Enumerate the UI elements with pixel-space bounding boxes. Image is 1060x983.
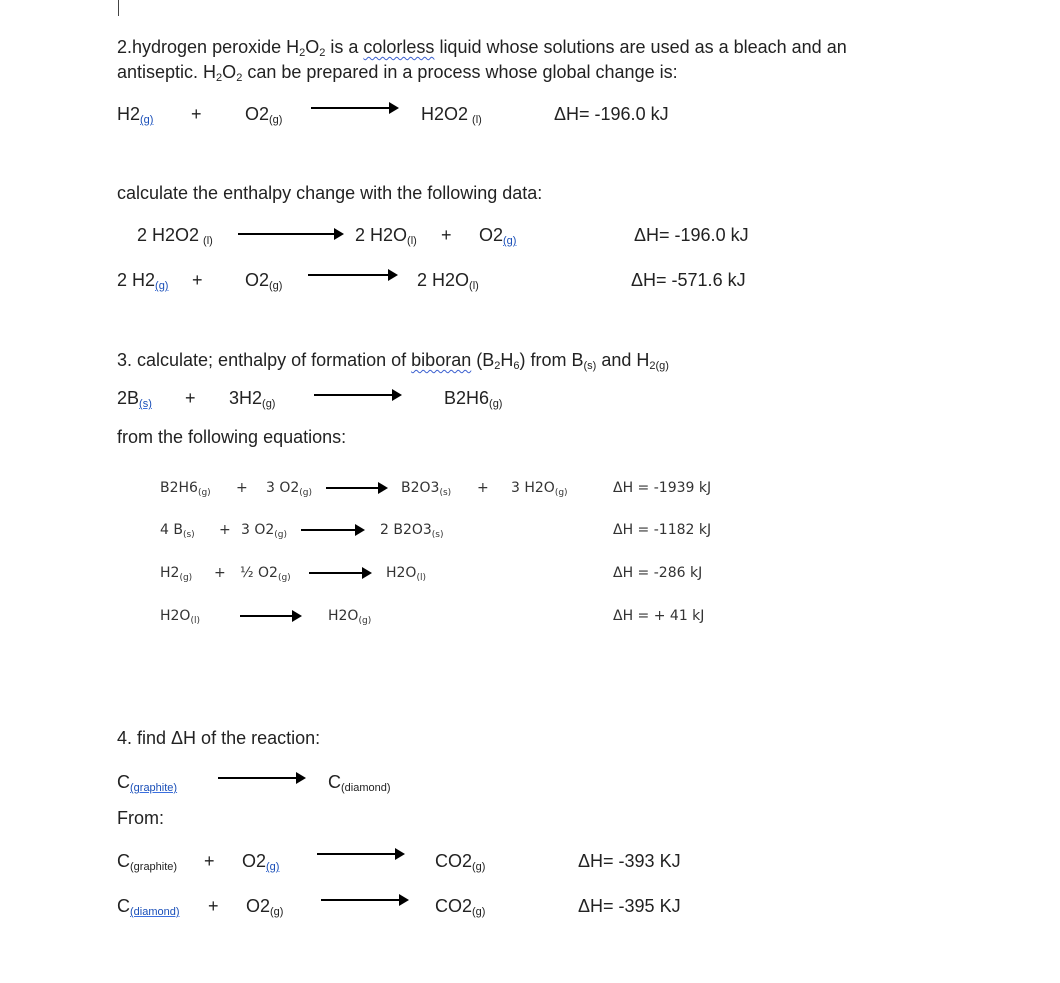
q4-eq2-enthalpy: ΔH= -395 KJ [578, 896, 681, 916]
q4-title: 4. find ΔH of the reaction: [117, 728, 321, 748]
q2-text: can be prepared in a process whose global change is: [242, 62, 678, 82]
reaction-arrow [309, 566, 372, 580]
q2-eq2-reactant-2: O2(g) [245, 270, 283, 292]
q2-text: is a [325, 37, 364, 57]
q4-eq1-reactant-1: C(graphite) [117, 851, 178, 873]
q2-instruction: calculate the enthalpy change with the following data: [117, 183, 543, 203]
plus-sign: + [477, 480, 489, 496]
reaction-arrow [311, 101, 399, 115]
q3-eq1-product-2: 3 $H2O_{(g)}$ [511, 480, 568, 498]
spellcheck-word[interactable]: colorless [363, 37, 435, 57]
spellcheck-word[interactable]: biboran [411, 350, 472, 370]
reaction-arrow [238, 227, 344, 241]
reaction-arrow [317, 847, 405, 861]
q3-eq4-reactant: $H2O_{(l)}$ [160, 608, 200, 626]
reaction-arrow [240, 609, 302, 623]
q2-global-reactant-2: O2(g) [245, 104, 283, 126]
q2-text: 2.hydrogen peroxide H [117, 37, 300, 57]
q2-line-1 [117, 36, 847, 61]
plus-sign: + [208, 896, 219, 916]
plus-sign: + [192, 270, 203, 290]
q4-from-label: From: [117, 808, 164, 828]
plus-sign: + [236, 480, 248, 496]
plus-sign: + [441, 225, 452, 245]
q4-eq2-reactant-2: O2(g) [246, 896, 284, 918]
plus-sign: + [204, 851, 215, 871]
q2-text: O [222, 62, 237, 82]
q3-target-reactant-2: 3H2(g) [229, 388, 276, 410]
plus-sign: + [214, 565, 226, 581]
q3-eq1-reactant-2: 3 $O2_{(g)}$ [266, 480, 313, 498]
reaction-arrow [301, 523, 365, 537]
q4-target-product: C(diamond) [328, 772, 391, 794]
q3-eq2-reactant-2: 3 $O2_{(g)}$ [241, 522, 288, 540]
q3-eq4-enthalpy: ΔH = + 41 kJ [613, 608, 705, 624]
q3-eq1-enthalpy: ΔH = -1939 kJ [613, 480, 712, 496]
plus-sign: + [185, 388, 196, 408]
q4-eq2-reactant-1: C(diamond) [117, 896, 180, 918]
subscript: 2 [319, 47, 326, 59]
q4-eq2-product: CO2(g) [435, 896, 486, 918]
q4-eq1-enthalpy: ΔH= -393 KJ [578, 851, 681, 871]
q3-eq3-enthalpy: ΔH = -286 kJ [613, 565, 703, 581]
q2-global-enthalpy: ΔH= -196.0 kJ [554, 104, 669, 124]
q2-eq1-enthalpy: ΔH= -196.0 kJ [634, 225, 749, 245]
q3-eq1-product-1: $B2O3_{(s)}$ [401, 480, 452, 498]
q2-eq1-reactant: 2 H2O2 (l) [137, 225, 213, 247]
q3-target-product: B2H6(g) [444, 388, 503, 410]
subscript: 2 [236, 72, 243, 84]
q3-eq1-reactant-1: $B2H6_{(g)}$ [160, 480, 211, 498]
q2-eq2-product: 2 H2O(l) [417, 270, 479, 292]
q2-text: liquid whose solutions are used as a bleach and an [434, 37, 847, 57]
reaction-arrow [218, 771, 306, 785]
q3-target-reactant-1: 2B(s) [117, 388, 152, 410]
reaction-arrow [314, 388, 402, 402]
subscript: 2 [299, 47, 306, 59]
q2-eq1-product-1: 2 H2O(l) [355, 225, 417, 247]
q2-eq1-product-2: O2(g) [479, 225, 517, 247]
plus-sign: + [191, 104, 202, 124]
q4-target-reactant: C(graphite) [117, 772, 178, 794]
q2-eq2-enthalpy: ΔH= -571.6 kJ [631, 270, 746, 290]
q2-eq2-reactant-1: 2 H2(g) [117, 270, 169, 292]
q3-eq3-reactant-2: ½ $O2_{(g)}$ [240, 565, 291, 583]
q4-eq1-product: CO2(g) [435, 851, 486, 873]
reaction-arrow [308, 268, 398, 282]
q3-eq2-enthalpy: ΔH = -1182 kJ [613, 522, 712, 538]
reaction-arrow [326, 481, 388, 495]
text-cursor [118, 0, 119, 16]
q2-global-reactant-1: H2(g) [117, 104, 154, 126]
q3-eq3-product: $H2O_{(l)}$ [386, 565, 426, 583]
q3-title: 3. calculate; enthalpy of formation of biboran (B2H6) from B(s) and H2(g) [117, 350, 669, 372]
q2-text: antiseptic. H [117, 62, 217, 82]
q4-eq1-reactant-2: O2(g) [242, 851, 280, 873]
q2-global-product: H2O2 (l) [421, 104, 482, 126]
reaction-arrow [321, 893, 409, 907]
q2-text: O [305, 37, 320, 57]
q3-eq4-product: $H2O_{(g)}$ [328, 608, 372, 626]
q3-eq2-product: 2 $B2O3_{(s)}$ [380, 522, 444, 540]
q3-eq2-reactant-1: 4 $B_{(s)}$ [160, 522, 195, 540]
q3-from-label: from the following equations: [117, 427, 347, 447]
q2-line-2 [117, 61, 678, 86]
plus-sign: + [219, 522, 231, 538]
subscript: 2 [216, 72, 223, 84]
q3-eq3-reactant-1: $H2_{(g)}$ [160, 565, 193, 583]
